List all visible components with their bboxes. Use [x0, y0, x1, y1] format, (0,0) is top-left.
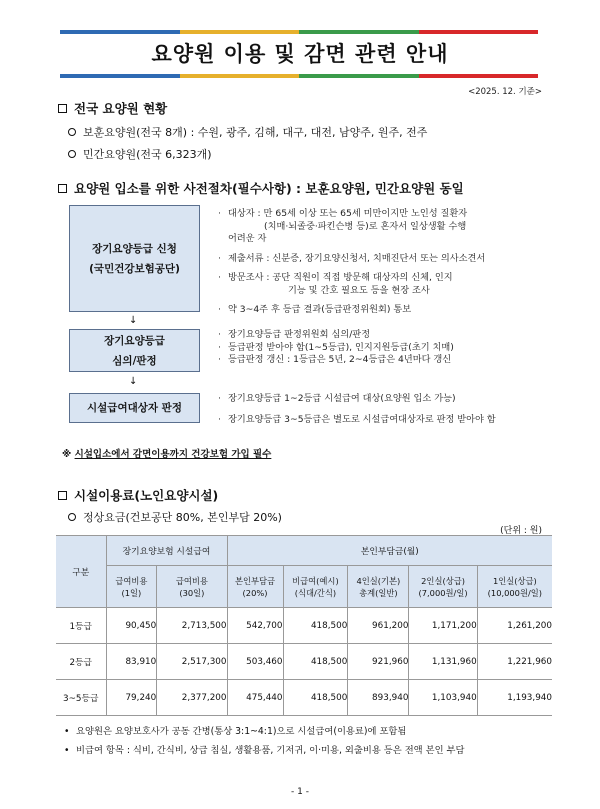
flow-step-application: [69, 205, 200, 312]
facility-judgement-notes: [218, 388, 558, 430]
header-line: (20%): [242, 587, 268, 598]
rule-green-segment: [299, 30, 419, 34]
col-category-header: 구분: [56, 536, 106, 608]
table-cell: 961,200: [348, 608, 409, 644]
header-line: (7,000원/일): [418, 587, 468, 598]
dot-bullet: ·: [218, 393, 221, 404]
title-top-rule: [60, 30, 538, 34]
veterans-homes-item: [68, 124, 427, 140]
table-cell: 418,500: [283, 680, 348, 716]
application-notes: [218, 208, 558, 317]
circle-bullet-icon: [68, 128, 76, 136]
col-header-monthly-cost: [157, 566, 227, 608]
section-heading-procedure: [58, 179, 464, 197]
fee-footnotes: [64, 722, 465, 760]
table-cell: 90,450: [106, 608, 157, 644]
header-line: 본인부담금: [234, 575, 276, 586]
header-line: (식대/간식): [294, 587, 337, 598]
dot-bullet: ·: [218, 304, 221, 315]
table-cell: 2,517,300: [157, 644, 227, 680]
table-cell: 83,910: [106, 644, 157, 680]
dot-bullet: ·: [218, 329, 221, 340]
note-text: 장기요양등급 판정위원회 심의/판정: [228, 329, 371, 340]
table-cell: 475,440: [227, 680, 283, 716]
col-header-2-person-room: [409, 566, 477, 608]
table-cell: 2,713,500: [157, 608, 227, 644]
flow-step-line: 장기요양등급: [104, 334, 165, 347]
item-text: 정상요금(건보공단 80%, 본인부담 20%): [83, 511, 282, 524]
flow-step-review: [69, 329, 200, 372]
table-cell: 1,261,200: [477, 608, 552, 644]
table-row: [56, 608, 552, 644]
header-line: 2인실(상급): [421, 575, 465, 586]
warning-text: 시설입소에서 감면이용까지 건강보험 가입 필수: [74, 449, 272, 460]
note-text: 어려운 자: [228, 233, 267, 244]
table-cell: 893,940: [348, 680, 409, 716]
flow-step-line: 심의/판정: [112, 354, 157, 367]
square-bullet-icon: [58, 184, 67, 193]
col-header-daily-cost: [106, 566, 157, 608]
flow-step-line: (국민건강보험공단): [89, 262, 180, 275]
note-text: 약 3~4주 후 등급 결과(등급판정위원회) 통보: [228, 304, 412, 315]
private-homes-item: [68, 146, 212, 162]
row-label: 2등급: [56, 644, 106, 680]
title-bottom-rule: [60, 74, 538, 78]
header-line: (10,000원/일): [487, 587, 543, 598]
section-heading-facilities: [58, 99, 167, 117]
header-line: 비급여(예시): [292, 575, 339, 586]
table-cell: 921,960: [348, 644, 409, 680]
down-arrow-icon: ↓: [129, 376, 138, 387]
col-header-4-person-room: [348, 566, 409, 608]
table-cell: 503,460: [227, 644, 283, 680]
col-header-1-person-room: [477, 566, 552, 608]
down-arrow-icon: ↓: [129, 315, 138, 326]
section-heading-fees: [58, 486, 218, 504]
table-cell: 418,500: [283, 608, 348, 644]
rule-blue-segment: [60, 30, 180, 34]
dot-bullet: ·: [218, 272, 221, 283]
note-text: 대상자 : 만 65세 이상 또는 65세 미만이지만 노인성 질환자: [228, 208, 468, 219]
dot-bullet: ·: [218, 208, 221, 219]
table-cell: 542,700: [227, 608, 283, 644]
standard-rate-item: [68, 509, 282, 525]
header-line: 급여비용: [175, 575, 208, 586]
table-cell: 2,377,200: [157, 680, 227, 716]
table-cell: 1,193,940: [477, 680, 552, 716]
unit-label: (단위 : 원): [500, 526, 542, 536]
circle-bullet-icon: [68, 513, 76, 521]
table-cell: 1,131,960: [409, 644, 477, 680]
dot-bullet: ·: [218, 354, 221, 365]
header-line: 총계(일반): [359, 587, 398, 598]
square-bullet-icon: [58, 491, 67, 500]
page-number: - 1 -: [291, 787, 309, 797]
reference-mark: ※: [62, 449, 72, 460]
table-cell: 79,240: [106, 680, 157, 716]
square-bullet-icon: [58, 104, 67, 113]
note-text: 장기요양등급 3~5등급은 별도로 시설급여대상자로 판정 받아야 함: [228, 414, 496, 425]
note-text: 제출서류 : 신분증, 장기요양신청서, 치매진단서 또는 의사소견서: [228, 252, 486, 264]
flow-step-line: 장기요양등급 신청: [92, 242, 177, 255]
bullet-icon: •: [64, 726, 70, 737]
footnote-text: 요양원은 요양보호사가 공동 간병(통상 3:1~4:1)으로 시설급여(이용료)에 포함됨: [76, 726, 407, 737]
item-text: 보훈요양원(전국 8개) : 수원, 광주, 김해, 대구, 대전, 남양주, 원주, 전주: [83, 126, 428, 139]
dot-bullet: ·: [218, 414, 221, 425]
footnote-text: 비급여 항목 : 식비, 간식비, 상급 침실, 생활용품, 기저귀, 이·미용, 외출비용 등은 전액 본인 부담: [76, 745, 465, 756]
row-label: 3~5등급: [56, 680, 106, 716]
bullet-icon: •: [64, 745, 70, 756]
group-header-copay: 본인부담금(월): [227, 536, 552, 566]
table-cell: 1,171,200: [409, 608, 477, 644]
table-cell: 1,221,960: [477, 644, 552, 680]
table-cell: 1,103,940: [409, 680, 477, 716]
insurance-requirement-note: [62, 446, 271, 460]
row-label: 1등급: [56, 608, 106, 644]
note-text: (치매·뇌졸중·파킨슨병 등)로 혼자서 일상생활 수행: [264, 220, 467, 232]
header-line: (30일): [179, 587, 205, 598]
note-text: 기능 및 간호 필요도 등을 현장 조사: [288, 284, 430, 296]
header-line: 급여비용: [115, 575, 148, 586]
header-line: 1인실(상급): [492, 575, 537, 586]
review-notes: [218, 329, 558, 367]
table-row: [56, 644, 552, 680]
rule-red-segment: [419, 30, 539, 34]
rule-blue-segment: [60, 74, 180, 78]
reference-date: <2025. 12. 기준>: [468, 87, 542, 97]
dot-bullet: ·: [218, 341, 221, 353]
note-text: 방문조사 : 공단 직원이 직접 방문해 대상자의 신체, 인지: [228, 272, 453, 283]
table-row: [56, 680, 552, 716]
fee-table: [56, 535, 552, 716]
rule-red-segment: [419, 74, 539, 78]
rule-yellow-segment: [180, 30, 300, 34]
group-header-benefit: 장기요양보험 시설급여: [106, 536, 227, 566]
circle-bullet-icon: [68, 150, 76, 158]
dot-bullet: ·: [218, 252, 221, 264]
section-heading-text: 요양원 입소를 위한 사전절차(필수사항) : 보훈요양원, 민간요양원 동일: [74, 181, 464, 196]
item-text: 민간요양원(전국 6,323개): [83, 148, 212, 161]
col-header-copay-20: [227, 566, 283, 608]
rule-yellow-segment: [180, 74, 300, 78]
note-text: 등급판정 받아야 함(1~5등급), 인지지원등급(초기 치매): [228, 341, 454, 353]
note-text: 등급판정 갱신 : 1등급은 5년, 2~4등급은 4년마다 갱신: [228, 354, 452, 365]
section-heading-text: 전국 요양원 현황: [74, 101, 168, 116]
page-title: 요양원 이용 및 감면 관련 안내: [151, 42, 449, 66]
flow-step-line: 시설급여대상자 판정: [87, 402, 182, 414]
header-line: 4인실(기본): [356, 575, 401, 586]
col-header-non-covered: [283, 566, 348, 608]
note-text: 장기요양등급 1~2등급 시설급여 대상(요양원 입소 가능): [228, 393, 456, 404]
flow-step-facility-judgement: [69, 393, 200, 423]
table-cell: 418,500: [283, 644, 348, 680]
section-heading-text: 시설이용료(노인요양시설): [74, 488, 219, 503]
header-line: (1일): [121, 587, 142, 598]
rule-green-segment: [299, 74, 419, 78]
